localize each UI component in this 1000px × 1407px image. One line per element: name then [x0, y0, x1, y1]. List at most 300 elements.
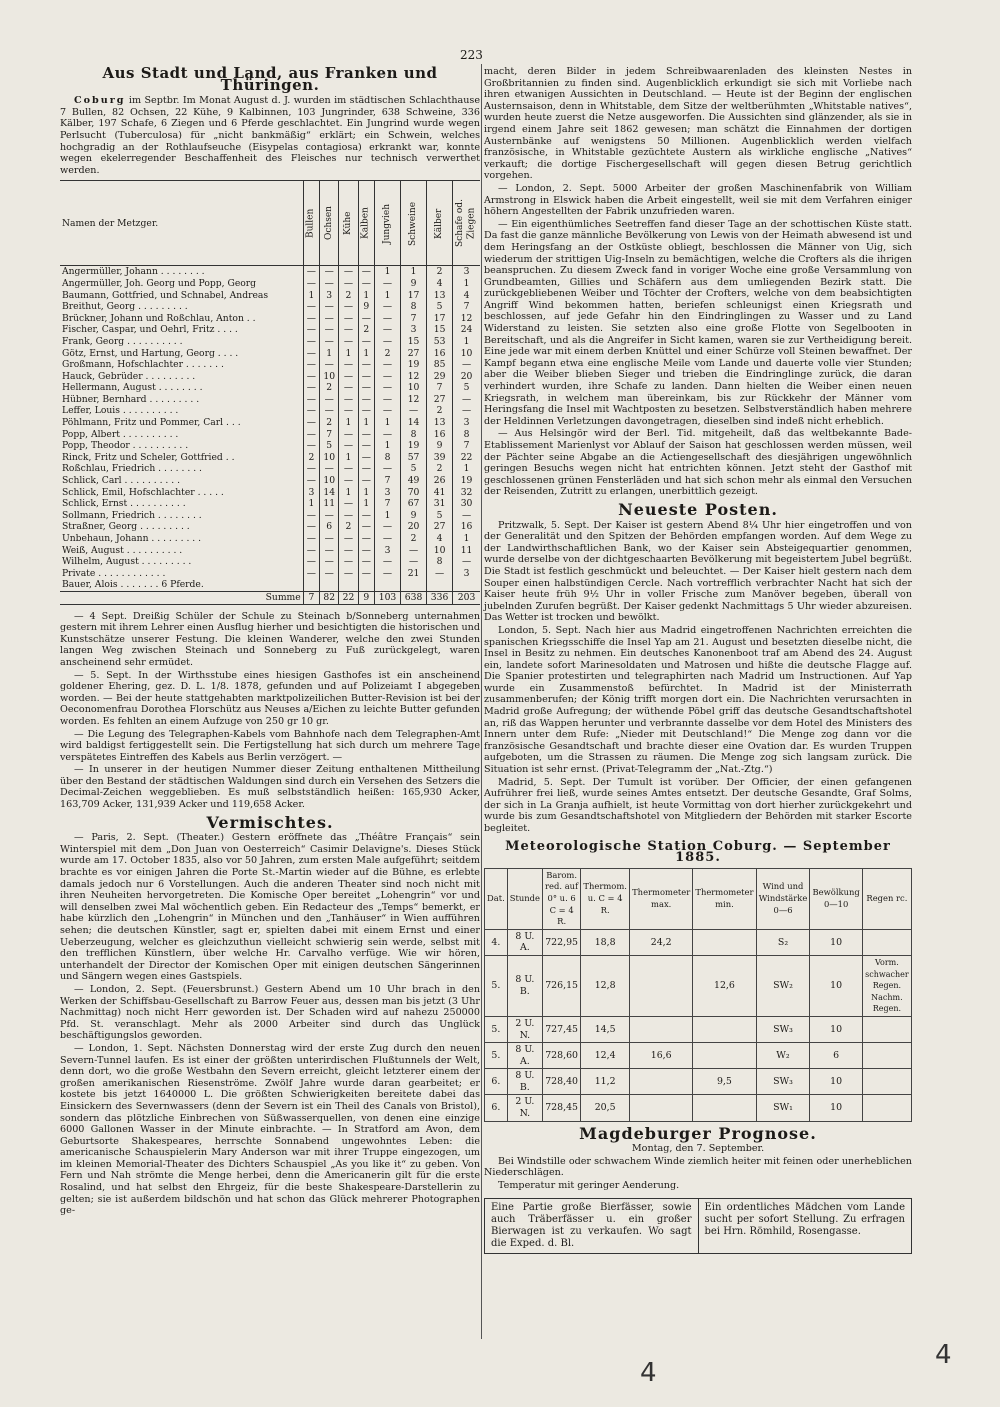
article-text: macht, deren Bilder in jedem Schreibwaarenladen des kleinsten Nestes in Großbritannien zu finden sind. Augenblicklich erkundigt sie sich mit Vorliebe nach ihren etwanigen Aussichten in Deutschland. — Heute ist der Beginn der englischen Austernsaison, denn in Whitstable, dem Sitze der weltberühmten „Whitstable natives“, wurden heute zuerst die Netze ausgeworfen. Die Aussichten sind glänzender, als sie in irgend einem Jahre seit 1862 gewesen; man schätzt die Einnahmen der dortigen Austernbänke auf wenigstens 50 Millionen. Augenblicklich werden vielfach französische, in Whitstable gezüchtete Austern als wirkliche englische „Natives“ verkauft; die dortige Fischergesellschaft will gegen diesen Betrug gerichtlich vorgehen.	[484, 66, 912, 182]
table-cell: —	[358, 405, 374, 417]
table-cell: 2	[427, 463, 453, 475]
table-cell	[320, 579, 339, 591]
table-cell: —	[375, 394, 401, 406]
table-cell: 12	[453, 313, 480, 325]
table-cell: —	[339, 568, 358, 580]
table-cell: 5	[401, 463, 427, 475]
table-cell: —	[358, 382, 374, 394]
table-cell: 70	[401, 487, 427, 499]
table-cell: 7	[427, 382, 453, 394]
handwritten-mark: 4	[640, 1358, 657, 1388]
table-cell: 85	[427, 359, 453, 371]
table-cell: 3	[453, 568, 480, 580]
table-cell: Brückner, Johann und Roßchlau, Anton . .	[62, 312, 256, 324]
table-cell: —	[303, 463, 319, 475]
table-header: Schafe od. Ziegen	[453, 181, 480, 266]
table-cell: —	[339, 405, 358, 417]
table-cell: 1	[453, 278, 480, 290]
table-cell: Hellermann, August . . . . . . . .	[62, 382, 203, 394]
section-heading-local: Aus Stadt und Land, aus Franken und Thüringen.	[102, 64, 438, 94]
table-cell: —	[358, 371, 374, 383]
table-cell: 24	[453, 324, 480, 336]
table-cell: —	[375, 301, 401, 313]
weather-cell: 12,6	[693, 955, 756, 1016]
table-row	[60, 348, 480, 360]
table-cell: 336	[427, 591, 453, 604]
table-cell: 31	[427, 498, 453, 510]
table-cell: —	[358, 266, 374, 278]
table-cell: 27	[427, 521, 453, 533]
weather-cell	[693, 1016, 756, 1042]
table-cell: 7	[453, 301, 480, 313]
table-cell: —	[339, 463, 358, 475]
table-cell: 11	[320, 498, 339, 510]
table-cell: —	[358, 452, 374, 464]
table-cell: Schlick, Emil, Hofschlachter . . . . .	[62, 486, 224, 498]
weather-cell: 2 U. N.	[507, 1095, 542, 1121]
table-cell: —	[303, 521, 319, 533]
table-cell: 10	[320, 371, 339, 383]
weather-cell: 6.	[485, 1069, 508, 1095]
table-cell: —	[358, 336, 374, 348]
table-cell: 10	[401, 382, 427, 394]
article-text: — London, 1. Sept. Nächsten Donnerstag wird der erste Zug durch den neuen Severn-Tunnel laufen. Es ist einer der größten unterirdischen Flußtunnels der Welt, denn dort, wo die große Westbahn den Severn erreicht, gleicht letzterer einem der großen amerikanischen Riesenströme. Zwölf Jahre wurde daran gearbeitet; er kostete bis jetzt 1640000 L. Die größten Schwierigkeiten bereitete dabei das Einsickern des Severnwassers (denn der Severn ist ein Theil des Canals von Bristol), sondern das plötzliche Einbrechen von Süßwasserquellen, von denen eine einzige 6000 Gallonen Wasser in der Minute einbrachte. — In Stratford am Avon, dem Geburtsorte Shakespeares, herrschte Sonnabend ungewohntes Leben: die americanische Schauspielerin Mary Anderson war mit ihrer Truppe eingezogen, um im kleinen Memorial-Theater des Dichters Schauspiel „As you like it“ zu geben. Von Fern und Nah strömte die Menge herbei, denn die Americanerin gilt für die erste Rosalind, und hat selbst den Ehrgeiz, für die beste Shakespeare-Darstellerin zu gelten; sie ist außerdem bildschön und hat schon das Glück mehrerer Photographen ge-	[60, 1042, 480, 1217]
table-cell	[375, 579, 401, 591]
table-cell: 9	[427, 440, 453, 452]
table-cell: —	[303, 533, 319, 545]
table-cell: 2	[320, 417, 339, 429]
table-cell: 26	[427, 475, 453, 487]
weather-cell: S₂	[756, 929, 810, 955]
table-cell: Großmann, Hofschlachter . . . . . . .	[62, 359, 224, 371]
table-cell: Leffer, Louis . . . . . . . . . .	[62, 405, 179, 417]
table-cell: 1	[320, 348, 339, 360]
weather-cell: 11,2	[581, 1069, 630, 1095]
table-cell: —	[320, 336, 339, 348]
table-cell: 1	[375, 440, 401, 452]
table-cell: —	[339, 429, 358, 441]
table-row	[60, 498, 480, 510]
table-cell: 20	[453, 371, 480, 383]
weather-cell: 8 U. B.	[507, 955, 542, 1016]
table-cell: —	[339, 359, 358, 371]
weather-cell: SW₂	[756, 955, 810, 1016]
section-heading-forecast: Magdeburger Prognose.	[579, 1123, 817, 1143]
table-cell: —	[358, 394, 374, 406]
weather-cell	[862, 1043, 911, 1069]
table-row	[60, 475, 480, 487]
weather-cell: 9,5	[693, 1069, 756, 1095]
weather-cell: 10	[810, 929, 862, 955]
table-cell: 2	[358, 324, 374, 336]
table-row	[60, 568, 480, 580]
advertisements	[484, 1198, 912, 1254]
weather-cell: 4.	[485, 929, 508, 955]
table-cell: —	[339, 556, 358, 568]
table-cell: —	[303, 371, 319, 383]
table-row	[60, 429, 480, 441]
table-cell: 3	[453, 266, 480, 278]
weather-cell: 24,2	[630, 929, 693, 955]
table-cell: 1	[358, 417, 374, 429]
table-cell: Popp, Theodor . . . . . . . . . .	[62, 440, 189, 452]
weather-cell	[630, 1095, 693, 1121]
table-cell: Straßner, Georg . . . . . . . . .	[62, 521, 190, 533]
table-cell: 5	[320, 440, 339, 452]
weather-cell	[693, 1043, 756, 1069]
article-text: Madrid, 5. Sept. Der Tumult ist vorüber. Der Officier, der einen gefangenen Aufrührer frei ließ, wurde seines Amtes entsetzt. Der deutsche Gesandte, Graf Solms, der sich in La Granja aufhielt, ist heute Vormittag von dort hierher zurückgekehrt und wurde bis zum Gesandtschaftshotel von Mitgliedern der Behörden mit starker Escorte begleitet.	[484, 776, 912, 834]
table-cell: Baumann, Gottfried, und Schnabel, Andreas	[62, 289, 269, 301]
table-cell: 53	[427, 336, 453, 348]
table-row	[60, 371, 480, 383]
table-cell: Hübner, Bernhard . . . . . . . . .	[62, 393, 200, 405]
table-cell: —	[320, 510, 339, 522]
table-cell: Summe	[60, 591, 303, 604]
table-cell: —	[303, 545, 319, 557]
table-cell: —	[358, 510, 374, 522]
table-cell: 3	[453, 417, 480, 429]
table-cell: 11	[453, 545, 480, 557]
table-cell: 39	[427, 452, 453, 464]
weather-cell	[630, 1016, 693, 1042]
table-cell: 10	[427, 545, 453, 557]
table-cell: Schlick, Ernst . . . . . . . . . .	[62, 498, 186, 510]
table-cell: —	[303, 510, 319, 522]
table-cell: —	[358, 278, 374, 290]
table-cell: 5	[453, 382, 480, 394]
weather-cell: 14,5	[581, 1016, 630, 1042]
weather-cell	[693, 1095, 756, 1121]
table-cell: Götz, Ernst, und Hartung, Georg . . . .	[62, 347, 239, 359]
table-cell: —	[339, 394, 358, 406]
weather-cell: 6.	[485, 1095, 508, 1121]
weather-cell: 8 U. A.	[507, 929, 542, 955]
table-cell: 15	[401, 336, 427, 348]
weather-cell: 722,95	[542, 929, 580, 955]
weather-cell: 2 U. N.	[507, 1016, 542, 1042]
weather-cell: SW₃	[756, 1069, 810, 1095]
table-row	[60, 533, 480, 545]
table-cell: 21	[401, 568, 427, 580]
table-cell: 4	[427, 278, 453, 290]
table-row	[60, 545, 480, 557]
table-row	[60, 324, 480, 336]
weather-cell: Vorm. schwacher Regen. Nachm. Regen.	[862, 955, 911, 1016]
table-cell: Unbehaun, Johann . . . . . . . . .	[62, 533, 202, 544]
table-cell: 14	[401, 417, 427, 429]
weather-cell: SW₁	[756, 1095, 810, 1121]
table-cell: 3	[303, 487, 319, 499]
table-cell: —	[303, 405, 319, 417]
table-cell: 7	[375, 498, 401, 510]
table-cell	[358, 579, 374, 591]
table-cell: —	[375, 336, 401, 348]
table-cell: 8	[401, 429, 427, 441]
table-cell: —	[320, 266, 339, 278]
page-number: 223	[460, 48, 483, 62]
weather-cell: 5.	[485, 1016, 508, 1042]
table-cell: —	[453, 359, 480, 371]
table-cell: 2	[303, 452, 319, 464]
table-cell: Frank, Georg . . . . . . . . . .	[62, 335, 183, 347]
article-text: — Paris, 2. Sept. (Theater.) Gestern eröffnete das „Théâtre Français“ sein Winterspiel mit dem „Don Juan von Oesterreich“ Casimir Delavigne's. Dieses Stück wurde am 17. October 1835, also vor 50 Jahren, zum ersten Male aufgeführt; seitdem brachte es vor einigen Jahren die Porte St.-Martin wieder auf die Bühne, es erlebte damals jedoch nur 6 Vorstellungen. Auch die anderen Theater sind noch nicht mit ihren Neuheiten hervorgetreten. Die Komische Oper bereitet „Lohengrin“ vor und will denselben zwei Mal wöchentlich geben. Ein Redacteur des „Temps“ bemerkt, er habe kürzlich den „Lohengrin“ in München und den „Tanhäuser“ in Wien aufführen sehen; die deutschen Künstler, sagt er, spielten dabei mit einem Ernst und einer Ueberzeugung, welcher es gleichzuthun vielleicht schwierig sein werde, selbst mit den trefflichen Künstlern, über welche Hr. Carvalho verfüge. Wie wir hören, unterhandelt der Director der Komischen Oper mit einigen deutschen Sängerinnen und Sängern wegen eines Gastspiels.	[60, 832, 480, 983]
table-cell: 1	[453, 336, 480, 348]
table-cell: 1	[453, 533, 480, 545]
table-cell: —	[303, 348, 319, 360]
table-row	[60, 394, 480, 406]
table-cell: 27	[401, 348, 427, 360]
table-cell: —	[453, 510, 480, 522]
table-cell: 27	[427, 394, 453, 406]
table-cell: 16	[453, 521, 480, 533]
table-cell: 7	[401, 313, 427, 325]
ad-barrels: Eine Partie große Bierfässer, sowie auch Träberfässer u. ein großer Bierwagen ist zu verkaufen. Wo sagt die Exped. d. Bl.	[491, 1201, 692, 1249]
weather-cell: 16,6	[630, 1043, 693, 1069]
table-cell: —	[320, 278, 339, 290]
table-cell: —	[375, 382, 401, 394]
table-cell: —	[358, 313, 374, 325]
table-cell: 203	[453, 591, 480, 604]
column-rule	[481, 64, 482, 1339]
table-cell: —	[401, 556, 427, 568]
table-row	[60, 417, 480, 429]
table-cell: —	[375, 405, 401, 417]
weather-header: Stunde	[507, 868, 542, 929]
weather-cell	[862, 1069, 911, 1095]
table-cell: 1	[303, 498, 319, 510]
table-cell: 4	[453, 290, 480, 302]
article-text: — London, 2. Sept. 5000 Arbeiter der großen Maschinenfabrik von William Armstrong in Elswick haben die Arbeit eingestellt, weil sie mit dem Verfahren einiger höhern Angestellten der Fabrik unzufrieden waren.	[484, 182, 912, 218]
table-cell: —	[320, 556, 339, 568]
table-cell: 7	[303, 591, 319, 604]
article-text: Pritzwalk, 5. Sept. Der Kaiser ist gestern Abend 8¼ Uhr hier eingetroffen und von der Generalität und den Spitzen der Behörden empfangen worden. Auf dem Wege zu der Landwirthschaftlichen Bank, wo der Kaiser sein Absteigequartier genommen, wurde derselbe von der dichtgeschaarten Bevölkerung mit begeistertem Jubel begrüßt. Die Stadt ist festlich geschmückt und beleuchtet. — Der Kaiser hielt gestern nach dem Souper einen halbstündigen Cercle. Nach vortrefflich verbrachter Nacht hat sich der Kaiser heute früh 9½ Uhr in voller Frische zum Manöver begeben, überall von jubelnden Zurufen begrüßt. Der Kaiser gedenkt Nachmittags 5 Uhr wieder abzureisen. Das Wetter ist trocken und bewölkt.	[484, 519, 912, 624]
table-cell: 5	[427, 301, 453, 313]
weather-table	[484, 868, 912, 1122]
table-cell: 67	[401, 498, 427, 510]
article-text: London, 5. Sept. Nach hier aus Madrid eingetroffenen Nachrichten erreichten die spanischen Kriegsschiffe die Insel Yap am 21. August und besetzten dieselbe nicht, die Insel in Besitz zu nehmen. Ein deutsches Kanonenboot traf am Abend des 24. August ein, landete sofort Marinesoldaten und Matrosen und hißte die deutsche Flagge auf. Die Spanier protestirten und telegraphirten nach Madrid um Instructionen. Auf Yap wurde ein Zusammenstoß befürchtet. In Madrid ist der Ministerrath zusammenberufen; der König trifft morgen dort ein. Die Nachrichten verursachten in Madrid große Aufregung; der wüthende Pöbel griff das deutsche Gesandtschaftshotel an, riß das Wappen herunter und verbrannte dasselbe vor dem Hotel des Ministers des Innern unter dem Rufe: „Nieder mit Deutschland!“ Die Menge zog dann vor die französische Gesandtschaft und brachte dieser eine Ovation dar. Es wurden Truppen aufgeboten, um die Strassen zu räumen. Die Menge zog sich langsam zurück. Die Situation ist sehr ernst. (Privat-Telegramm der „Nat.-Ztg.“)	[484, 624, 912, 776]
table-cell: 10	[320, 452, 339, 464]
table-cell: 17	[401, 290, 427, 302]
table-cell: —	[339, 278, 358, 290]
table-row	[60, 556, 480, 568]
table-cell: 29	[427, 371, 453, 383]
forecast-date: Montag, den 7. September.	[631, 1143, 765, 1155]
table-row	[60, 487, 480, 499]
ad-maid: Ein ordentliches Mädchen vom Lande sucht per sofort Stellung. Zu erfragen bei Hrn. Römhild, Rosengasse.	[698, 1199, 912, 1253]
section-heading-weather: Meteorologische Station Coburg. — September 1885.	[505, 838, 891, 866]
weather-header: Bewölkung 0—10	[810, 868, 862, 929]
table-cell: Rinck, Fritz und Scheler, Gottfried . .	[62, 451, 235, 463]
table-cell: —	[375, 429, 401, 441]
table-cell: 19	[401, 359, 427, 371]
table-cell: 1	[339, 452, 358, 464]
table-cell: —	[358, 429, 374, 441]
table-cell: 5	[427, 510, 453, 522]
table-cell: —	[358, 533, 374, 545]
table-cell: —	[339, 498, 358, 510]
table-cell: 13	[427, 290, 453, 302]
table-cell: —	[339, 545, 358, 557]
table-cell: —	[339, 510, 358, 522]
table-cell: 8	[427, 556, 453, 568]
table-header: Kälber	[427, 181, 453, 266]
table-header: Ochsen	[320, 181, 339, 266]
table-cell: —	[375, 313, 401, 325]
table-cell: —	[339, 324, 358, 336]
table-cell: —	[339, 440, 358, 452]
table-cell: —	[303, 266, 319, 278]
table-cell: —	[401, 545, 427, 557]
table-cell: 1	[401, 266, 427, 278]
table-cell: —	[339, 371, 358, 383]
table-cell: 7	[375, 475, 401, 487]
table-row	[60, 452, 480, 464]
table-cell: —	[375, 324, 401, 336]
table-cell: —	[358, 359, 374, 371]
table-cell: —	[375, 359, 401, 371]
table-cell: 3	[375, 545, 401, 557]
table-cell: 6	[320, 521, 339, 533]
weather-header: Thermometer min.	[693, 868, 756, 929]
table-cell: 16	[427, 348, 453, 360]
table-cell: —	[339, 313, 358, 325]
table-cell: Bauer, Alois . . . . . . . 6 Pferde.	[62, 579, 204, 591]
weather-cell: 20,5	[581, 1095, 630, 1121]
table-cell: 22	[339, 591, 358, 604]
table-row	[60, 336, 480, 348]
table-cell: —	[375, 463, 401, 475]
table-cell	[453, 579, 480, 591]
section-heading-news: Neueste Posten.	[618, 499, 778, 519]
table-cell: 20	[401, 521, 427, 533]
table-cell: 638	[401, 591, 427, 604]
table-cell: 19	[453, 475, 480, 487]
table-cell: 41	[427, 487, 453, 499]
table-cell: 14	[320, 487, 339, 499]
table-cell	[401, 579, 427, 591]
weather-cell: 10	[810, 955, 862, 1016]
weather-cell: 12,8	[581, 955, 630, 1016]
weather-row	[485, 929, 912, 955]
table-cell: —	[453, 405, 480, 417]
table-cell: 1	[339, 348, 358, 360]
table-cell: —	[303, 336, 319, 348]
table-cell: —	[339, 533, 358, 545]
table-cell: Angermüller, Joh. Georg und Popp, Georg	[62, 277, 257, 289]
table-cell: —	[401, 405, 427, 417]
weather-header: Thermometer max.	[630, 868, 693, 929]
table-cell: —	[375, 371, 401, 383]
weather-cell	[862, 1016, 911, 1042]
table-row	[60, 510, 480, 522]
left-column	[60, 66, 480, 1218]
weather-header: Wind und Windstärke 0—6	[756, 868, 810, 929]
table-cell: —	[358, 556, 374, 568]
table-header: Schweine	[401, 181, 427, 266]
table-row	[60, 405, 480, 417]
table-cell: 1	[453, 463, 480, 475]
table-cell: 2	[375, 348, 401, 360]
table-cell: —	[339, 336, 358, 348]
table-cell: 9	[401, 510, 427, 522]
table-cell: —	[358, 568, 374, 580]
table-cell: 3	[320, 290, 339, 302]
weather-cell: W₂	[756, 1043, 810, 1069]
table-cell: 22	[453, 452, 480, 464]
article-text: — London, 2. Sept. (Feuersbrunst.) Gestern Abend um 10 Uhr brach in den Werken der Schiffsbau-Gesellschaft zu Barrow Feuer aus, dessen man bis jetzt (3 Uhr Nachmittag) noch nicht Herr geworden ist. Der Schaden wird auf nahezu 250000 Pfd. St. veranschlagt. Mehr als 2000 Arbeiter sind durch das Unglück beschäftigungslos geworden.	[60, 983, 480, 1042]
table-header: Namen der Metzger.	[60, 181, 303, 266]
table-row	[60, 313, 480, 325]
table-cell: —	[358, 440, 374, 452]
table-cell: 19	[401, 440, 427, 452]
table-cell: —	[339, 475, 358, 487]
table-header: Bullen	[303, 181, 319, 266]
table-cell: 1	[375, 290, 401, 302]
table-cell: —	[320, 313, 339, 325]
weather-cell	[693, 929, 756, 955]
weather-header: Thermom. u. C = 4 R.	[581, 868, 630, 929]
table-sum-row	[60, 591, 480, 604]
table-cell: —	[375, 521, 401, 533]
table-cell: Weiß, August . . . . . . . . . .	[62, 544, 183, 556]
table-cell: 1	[339, 487, 358, 499]
table-cell: —	[375, 568, 401, 580]
weather-cell: 10	[810, 1069, 862, 1095]
table-cell	[339, 579, 358, 591]
table-cell: 4	[427, 533, 453, 545]
weather-cell: 6	[810, 1043, 862, 1069]
table-cell: 1	[375, 510, 401, 522]
weather-cell: 5.	[485, 955, 508, 1016]
table-cell: —	[303, 440, 319, 452]
table-cell: —	[303, 313, 319, 325]
table-cell: 2	[401, 533, 427, 545]
table-cell: 8	[453, 429, 480, 441]
weather-cell: SW₃	[756, 1016, 810, 1042]
table-row	[60, 521, 480, 533]
table-cell: 1	[358, 290, 374, 302]
weather-cell	[630, 1069, 693, 1095]
table-cell: —	[303, 278, 319, 290]
article-text: — Die Legung des Telegraphen-Kabels vom Bahnhofe nach dem Telegraphen-Amt wird baldigst fertiggestellt sein. Die Fertigstellung hat sich durch um mehrere Tage verspätetes Eintreffen des Kabels aus Berlin verzögert. —	[60, 728, 480, 763]
section-heading-misc: Vermischtes.	[206, 812, 334, 832]
table-row	[60, 463, 480, 475]
article-text: — Aus Helsingör wird der Berl. Tid. mitgeheilt, daß das weltbekannte Bade-Etablissement Marienlyst vor Ablauf der Saison hat geschlossen werden müssen, weil der Pächter seine Abgabe an die Actiengesellschaft des diesjährigen ungewöhnlich geringen Besuchs wegen nicht hat entrichten können. Jetzt steht der Gasthof mit geschlossenen grünen Fensterläden und hat sich schon mehr als einmal den Versuchen der Reisenden, Zutritt zu erlangen, unerbittlich gezeigt.	[484, 428, 912, 498]
table-cell: 8	[401, 301, 427, 313]
table-cell: 1	[375, 417, 401, 429]
weather-cell: 8 U. A.	[507, 1043, 542, 1069]
table-cell: 7	[320, 429, 339, 441]
table-cell: Popp, Albert . . . . . . . . . .	[62, 428, 179, 440]
table-cell: —	[303, 324, 319, 336]
weather-cell: 5.	[485, 1043, 508, 1069]
table-row	[60, 278, 480, 290]
table-cell: Fischer, Caspar, und Oehrl, Fritz . . . .	[62, 324, 238, 336]
weather-cell: 8 U. B.	[507, 1069, 542, 1095]
article-text: — In unserer in der heutigen Nummer dieser Zeitung enthaltenen Mittheilung über den Bestand der städtischen Waldungen sind durch ein Versehen des Setzers die Decimal-Zeichen weggeblieben. Es muß selbstständlich heißen: 165,930 Acker, 163,709 Acker, 131,939 Acker und 119,658 Acker.	[60, 764, 480, 811]
weather-cell: 10	[810, 1016, 862, 1042]
table-row	[60, 359, 480, 371]
weather-cell: 728,40	[542, 1069, 580, 1095]
weather-cell: 10	[810, 1095, 862, 1121]
weather-row	[485, 1095, 912, 1121]
table-cell: —	[453, 556, 480, 568]
table-cell: —	[320, 545, 339, 557]
table-cell: —	[339, 301, 358, 313]
table-cell: —	[303, 556, 319, 568]
table-cell: —	[453, 394, 480, 406]
table-cell: 32	[453, 487, 480, 499]
